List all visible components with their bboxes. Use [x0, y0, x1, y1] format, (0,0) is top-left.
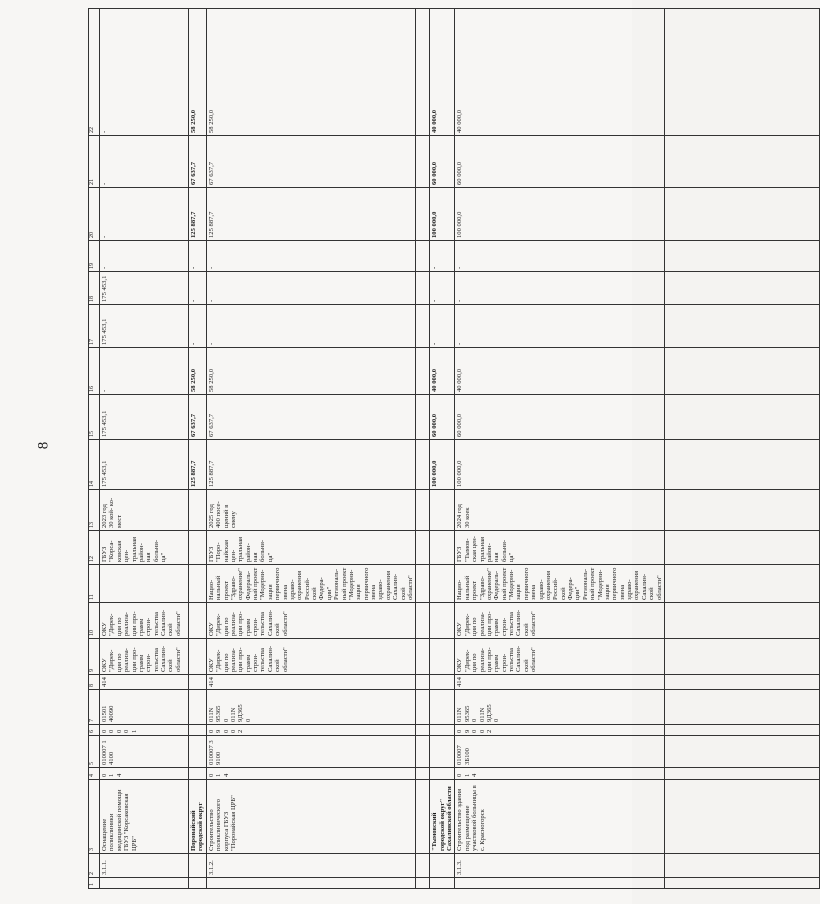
table-cell: [430, 725, 455, 736]
table-cell: 58 250,0: [206, 348, 416, 395]
table-cell: 2023 год 30 кой- ко-мест: [100, 490, 189, 531]
table-cell: 58 250,0: [189, 348, 207, 395]
table-cell: 125 887,7: [189, 188, 207, 241]
table-cell: -: [100, 188, 189, 241]
table-cell: [430, 854, 455, 878]
table-cell: 0 1 4: [100, 768, 189, 780]
table-cell: Нацио- нальный проект "Здраво- охранение" Федераль- ный проект "Модерни- зация первичного звена здраво- охранения Россий- ской Федера- ции" Региональ- ный проект "Модерни- зация первичного звена здраво- охранения Сахалин- ской области": [206, 565, 416, 603]
table-cell: [416, 675, 430, 690]
table-cell: -: [455, 241, 665, 272]
table-cell: 0 1 4: [206, 768, 416, 780]
table-cell: Поронайский городской округ: [189, 780, 207, 854]
table-cell: 011N 95365 0 011N 9Д365 0: [206, 690, 416, 725]
table-cell: 0 9 0 0 2: [455, 725, 665, 736]
table-cell: [416, 565, 430, 603]
table-cell: 125 887,7: [189, 440, 207, 490]
table-cell: [430, 565, 455, 603]
table-cell: -: [206, 272, 416, 305]
table-cell: [189, 565, 207, 603]
table-cell: [664, 603, 819, 639]
table-cell: 414: [455, 675, 665, 690]
table-cell: -: [455, 272, 665, 305]
table-cell: [416, 9, 430, 136]
table-cell: [664, 188, 819, 241]
table-cell: [664, 725, 819, 736]
column-number-cell: 21: [89, 136, 100, 188]
column-number-cell: 2: [89, 854, 100, 878]
table-row: [430, 9, 455, 889]
table-cell: [189, 854, 207, 878]
table-cell: 67 637,7: [189, 136, 207, 188]
column-number-cell: 3: [89, 780, 100, 854]
table-cell: Нацио- нальный проект "Здраво- охранение" Федераль- ный проект "Модерни- зация первичного звена здраво- охранения Россий- ской Федера- ции" Региональ- ный проект "Модерни- зация первичного звена здраво- охранения Сахалин- ской области": [455, 565, 665, 603]
table-cell: [416, 780, 430, 854]
table-cell: [189, 531, 207, 565]
table-cell: [664, 565, 819, 603]
table-cell: [416, 878, 430, 889]
table-cell: -: [206, 241, 416, 272]
table-cell: 40 000,0: [430, 9, 455, 136]
table-cell: [416, 690, 430, 725]
table-cell: [416, 639, 430, 675]
column-number-cell: 10: [89, 603, 100, 639]
column-number-cell: 16: [89, 348, 100, 395]
table-cell: [664, 490, 819, 531]
table-cell: [664, 878, 819, 889]
table-cell: 414: [206, 675, 416, 690]
table-cell: [189, 768, 207, 780]
table-cell: 40 000,0: [430, 348, 455, 395]
table-cell: [664, 305, 819, 348]
table-cell: [416, 531, 430, 565]
column-number-cell: 15: [89, 395, 100, 440]
table-cell: -: [100, 9, 189, 136]
table-cell: ОКУ "Дирек- ция по реализа- ции про- грамм строи- тельства Сахалин- ской области": [206, 639, 416, 675]
table-cell: [430, 878, 455, 889]
table-cell: 58 250,0: [189, 9, 207, 136]
table-cell: 2024 год 30 коек: [455, 490, 665, 531]
table-cell: [416, 736, 430, 768]
table-cell: 67 637,7: [206, 395, 416, 440]
table-cell: 3.1.2.: [206, 854, 416, 878]
table-cell: [100, 565, 189, 603]
table-cell: ОКУ "Дирек- ция по реализа- ции про- грамм строи- тельства Сахалин- ской области": [206, 603, 416, 639]
table-cell: 175 453,1: [100, 305, 189, 348]
column-number-cell: 13: [89, 490, 100, 531]
table-cell: [189, 490, 207, 531]
page-number: 8: [35, 441, 52, 450]
table-cell: 60 000,0: [430, 136, 455, 188]
rotated-table-wrapper: [88, 9, 663, 889]
table-cell: 40 000,0: [455, 348, 665, 395]
table-cell: [416, 305, 430, 348]
table-cell: [664, 780, 819, 854]
table-cell: [430, 675, 455, 690]
table-cell: [100, 878, 189, 889]
column-number-cell: 12: [89, 531, 100, 565]
table-cell: [664, 639, 819, 675]
column-number-cell: 22: [89, 9, 100, 136]
table-cell: [664, 768, 819, 780]
table-row: [206, 9, 416, 889]
table-cell: ОКУ "Дирек- ция по реализа- ции про- грамм строи- тельства Сахалин- ской области": [100, 639, 189, 675]
table-cell: 67 637,7: [206, 136, 416, 188]
table-cell: [189, 603, 207, 639]
table-cell: [189, 639, 207, 675]
table-cell: 67 637,7: [189, 395, 207, 440]
table-cell: [416, 603, 430, 639]
table-cell: 175 453,1: [100, 440, 189, 490]
table-cell: [664, 531, 819, 565]
table-cell: [664, 272, 819, 305]
table-cell: [664, 348, 819, 395]
table-cell: 3.1.3.: [455, 854, 665, 878]
table-cell: [664, 690, 819, 725]
table-cell: -: [430, 241, 455, 272]
table-cell: [189, 878, 207, 889]
table-cell: [416, 440, 430, 490]
table-cell: 011N 95365 0 011N 9Д365 0: [455, 690, 665, 725]
table-cell: [206, 878, 416, 889]
table-cell: -: [189, 305, 207, 348]
table-cell: [416, 241, 430, 272]
table-cell: 125 887,7: [206, 440, 416, 490]
table-cell: -: [189, 241, 207, 272]
table-cell: [455, 878, 665, 889]
column-number-cell: 1: [89, 878, 100, 889]
table-cell: 100 000,0: [455, 440, 665, 490]
table-cell: [664, 9, 819, 136]
table-cell: 58 250,0: [206, 9, 416, 136]
table-cell: -: [430, 272, 455, 305]
table-cell: ГБУЗ "Корса- ковская цен- тральная район- ная больни- ца": [100, 531, 189, 565]
table-cell: -: [455, 305, 665, 348]
table-cell: 100 000,0: [455, 188, 665, 241]
table-cell: 414: [100, 675, 189, 690]
column-number-cell: 17: [89, 305, 100, 348]
column-number-cell: 4: [89, 768, 100, 780]
table-cell: [664, 675, 819, 690]
table-cell: Строительство здания под размещение участковой больницы в с. Красногорск: [455, 780, 665, 854]
table-cell: 01501 40090: [100, 690, 189, 725]
column-number-cell: 19: [89, 241, 100, 272]
table-cell: [189, 725, 207, 736]
column-number-cell: 14: [89, 440, 100, 490]
column-number-cell: 7: [89, 690, 100, 725]
table-cell: [416, 188, 430, 241]
table-cell: -: [100, 241, 189, 272]
table-cell: [416, 854, 430, 878]
table-cell: [430, 639, 455, 675]
budget-table: [88, 8, 820, 889]
column-number-cell: 18: [89, 272, 100, 305]
column-number-cell: 11: [89, 565, 100, 603]
table-cell: [430, 736, 455, 768]
table-cell: -: [189, 272, 207, 305]
table-row: [416, 9, 430, 889]
table-cell: [430, 603, 455, 639]
table-cell: [430, 531, 455, 565]
table-cell: -: [100, 348, 189, 395]
table-cell: ГБУЗ "Тымов- ская цен- тральная район- ная больни- ца": [455, 531, 665, 565]
table-cell: [664, 736, 819, 768]
table-cell: 3.1.1.: [100, 854, 189, 878]
table-cell: [664, 241, 819, 272]
table-cell: 010007 3 9100: [206, 736, 416, 768]
column-number-row: [89, 9, 100, 889]
table-cell: 125 887,7: [206, 188, 416, 241]
table-cell: [416, 490, 430, 531]
table-row: [664, 9, 819, 889]
table-cell: 175 453,1: [100, 272, 189, 305]
table-cell: [416, 768, 430, 780]
table-cell: [189, 675, 207, 690]
column-number-cell: 20: [89, 188, 100, 241]
table-row: [455, 9, 665, 889]
table-cell: 010007 1 4100: [100, 736, 189, 768]
table-cell: -: [206, 305, 416, 348]
table-cell: 100 000,0: [430, 188, 455, 241]
table-cell: [416, 136, 430, 188]
table-cell: ГБУЗ "Поро- найская цен- тральная район- ная больни- ца": [206, 531, 416, 565]
table-cell: [430, 768, 455, 780]
table-cell: [189, 736, 207, 768]
table-cell: 60 000,0: [430, 395, 455, 440]
table-cell: 0 0 0 0 1: [100, 725, 189, 736]
table-cell: -: [100, 136, 189, 188]
table-cell: -: [430, 305, 455, 348]
table-cell: ОКУ "Дирек- ция по реализа- ции про- грамм строи- тельства Сахалин- ской области": [455, 603, 665, 639]
table-cell: [430, 690, 455, 725]
table-cell: 60 000,0: [455, 395, 665, 440]
table-cell: Оснащение поликлиники медицинской помощи ГБУЗ "Корсаковская ЦРБ": [100, 780, 189, 854]
table-cell: "Тымовский городской округ" Сахалинской области: [430, 780, 455, 854]
table-row: [100, 9, 189, 889]
table-cell: ОКУ "Дирек- ция по реализа- ции про- грамм строи- тельства Сахалин- ской области": [100, 603, 189, 639]
column-number-cell: 6: [89, 725, 100, 736]
table-cell: 2025 год 400 посе- щений в смену: [206, 490, 416, 531]
table-cell: 0 1 4: [455, 768, 665, 780]
table-cell: [664, 440, 819, 490]
table-cell: [430, 490, 455, 531]
column-number-cell: 8: [89, 675, 100, 690]
table-cell: [664, 136, 819, 188]
table-cell: 175 453,1: [100, 395, 189, 440]
table-cell: 100 000,0: [430, 440, 455, 490]
table-cell: [416, 395, 430, 440]
table-cell: 010007 3Б100: [455, 736, 665, 768]
table-cell: Строительство поликлинического корпуса ГБУЗ "Поронайская ЦРБ": [206, 780, 416, 854]
table-cell: ОКУ "Дирек- ция по реализа- ции про- грамм строи- тельства Сахалин- ской области": [455, 639, 665, 675]
table-cell: 0 9 0 0 2: [206, 725, 416, 736]
table-cell: [416, 272, 430, 305]
table-cell: [416, 348, 430, 395]
column-number-cell: 9: [89, 639, 100, 675]
table-cell: 40 000,0: [455, 9, 665, 136]
table-cell: [664, 395, 819, 440]
table-cell: [416, 725, 430, 736]
column-number-cell: 5: [89, 736, 100, 768]
table-cell: [664, 854, 819, 878]
table-row: [189, 9, 207, 889]
table-cell: 60 000,0: [455, 136, 665, 188]
table-cell: [189, 690, 207, 725]
